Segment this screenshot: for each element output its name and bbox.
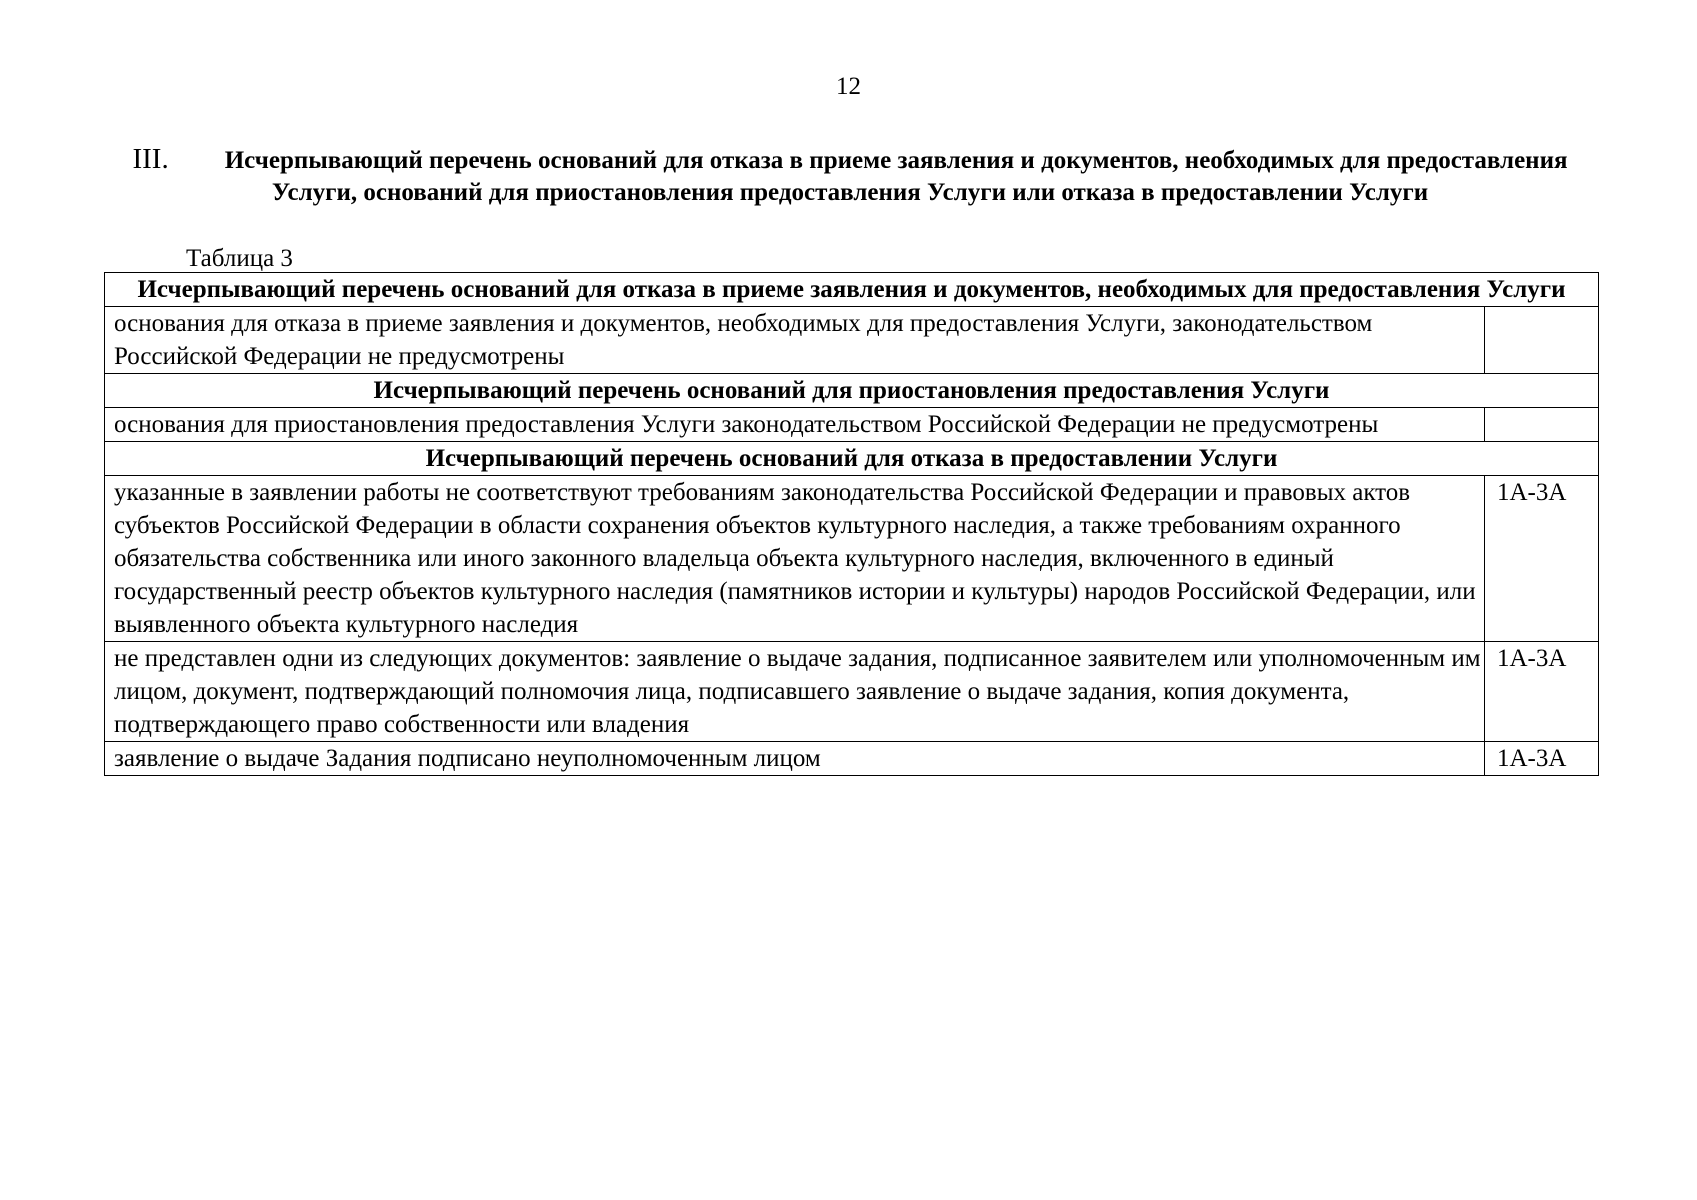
grounds-table xyxy=(104,272,1599,776)
row-text: основания для приостановления предоставления Услуги законодательством Российской Федерации не предусмотрены xyxy=(105,408,1485,442)
row-text: указанные в заявлении работы не соответствуют требованиям законодательства Российской Федерации и правовых актов субъектов Российской Федерации в области сохранения объектов культурного наследия, а также требованиям охранного обязательства собственника или иного законного владельца объекта культурного наследия, включенного в единый государственный реестр объектов культурного наследия (памятников истории и культуры) народов Российской Федерации, или выявленного объекта культурного наследия xyxy=(105,476,1485,642)
row-code xyxy=(1485,307,1599,374)
row-code: 1А-3А xyxy=(1485,642,1599,742)
group-heading-refusal-to-provide: Исчерпывающий перечень оснований для отказа в предоставлении Услуги xyxy=(105,442,1599,476)
section-heading xyxy=(130,143,1570,209)
section-numeral: III. xyxy=(132,143,169,175)
table-group-heading-row xyxy=(105,442,1599,476)
table-group-heading-row xyxy=(105,374,1599,408)
row-code xyxy=(1485,408,1599,442)
group-heading-refusal-to-accept: Исчерпывающий перечень оснований для отказа в приеме заявления и документов, необходимых для предоставления Услуги xyxy=(105,273,1599,307)
table-row xyxy=(105,476,1599,642)
table-caption: Таблица 3 xyxy=(186,245,293,272)
row-code: 1А-3А xyxy=(1485,742,1599,776)
row-text: заявление о выдаче Задания подписано неуполномоченным лицом xyxy=(105,742,1485,776)
table-row xyxy=(105,642,1599,742)
page-number: 12 xyxy=(836,73,861,100)
section-title: Исчерпывающий перечень оснований для отказа в приеме заявления и документов, необходимых для предоставления Услуги, оснований для приостановления предоставления Услуги или отказа в предоставлении Услуги xyxy=(224,147,1568,206)
row-code: 1А-3А xyxy=(1485,476,1599,642)
group-heading-suspension: Исчерпывающий перечень оснований для приостановления предоставления Услуги xyxy=(105,374,1599,408)
table-row xyxy=(105,408,1599,442)
table-row xyxy=(105,307,1599,374)
table-group-heading-row xyxy=(105,273,1599,307)
row-text: основания для отказа в приеме заявления и документов, необходимых для предоставления Услуги, законодательством Российской Федерации не предусмотрены xyxy=(105,307,1485,374)
row-text: не представлен одни из следующих документов: заявление о выдаче задания, подписанное заявителем или уполномоченным им лицом, документ, подтверждающий полномочия лица, подписавшего заявление о выдаче задания, копия документа, подтверждающего право собственности или владения xyxy=(105,642,1485,742)
table-row xyxy=(105,742,1599,776)
